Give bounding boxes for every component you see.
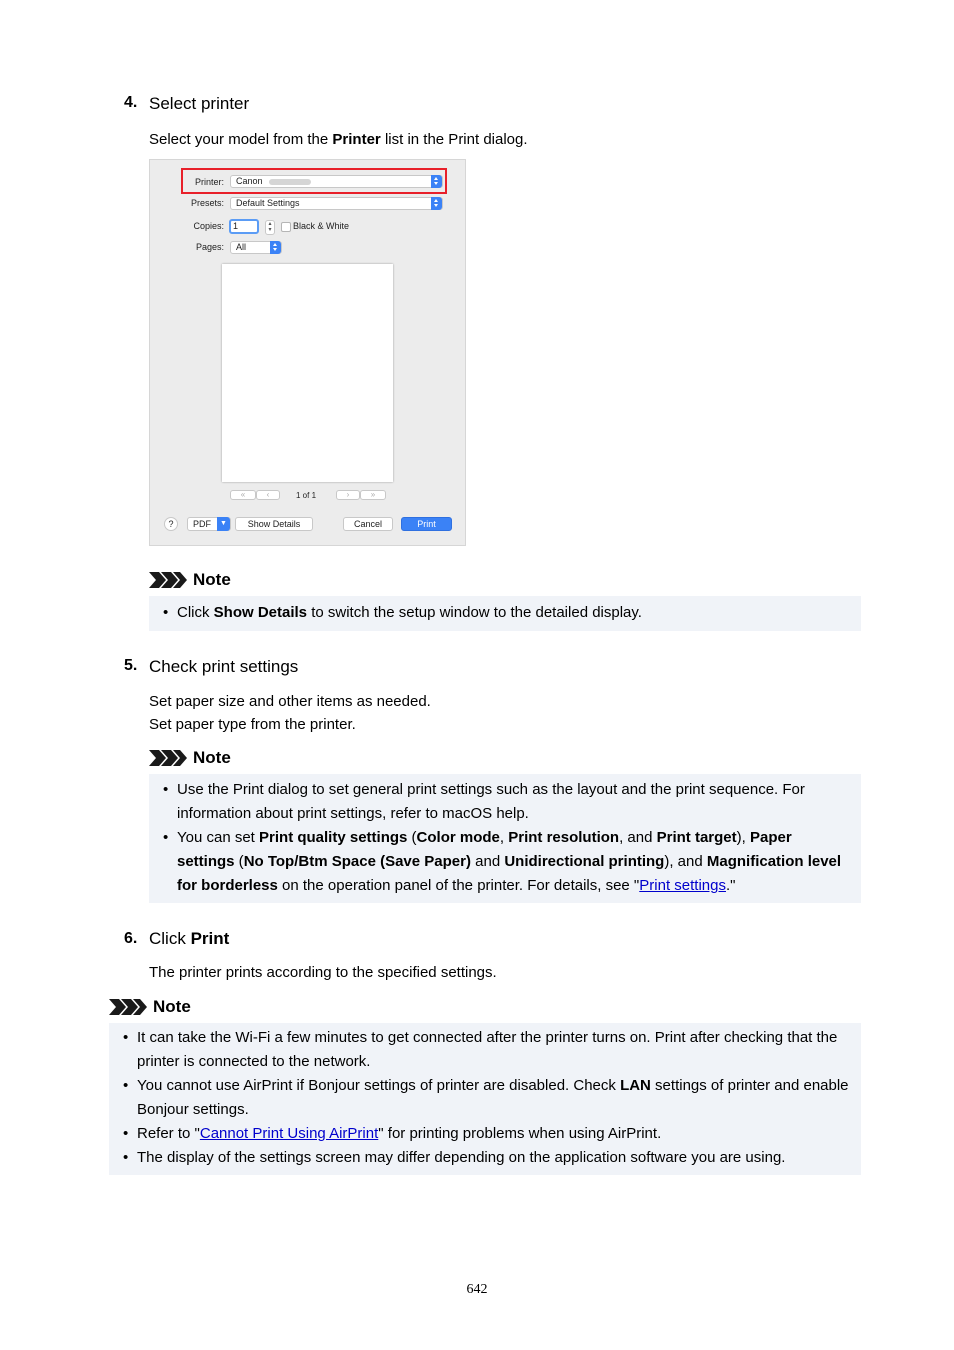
note-1-heading: Note [149,570,231,590]
note-1-box [149,596,861,631]
step-5-title: Check print settings [149,657,299,676]
step-5-number: 5. [124,657,138,674]
note-3-item-2: • You cannot use AirPrint if Bonjour settings of printer are disabled. Check LAN settings of printer and enable Bonjour settings. [109,1074,853,1122]
note-3-item-3: • Refer to "Cannot Print Using AirPrint" for printing problems when using AirPrint. [109,1122,853,1146]
next-page-button[interactable]: › [336,490,360,500]
help-button[interactable]: ? [164,517,178,531]
presets-label: Presets: [190,198,224,208]
printer-highlight-box [181,168,447,194]
print-settings-link[interactable]: Print settings [639,877,726,894]
step-6-title: Click Print [149,929,230,948]
step-5-line-2: Set paper type from the printer. [149,716,356,733]
chevron-updown-icon [431,197,442,210]
show-details-button[interactable]: Show Details [235,517,313,531]
pages-select[interactable]: All [230,241,282,254]
note-2-item-1: • Use the Print dialog to set general print settings such as the layout and the print sequence. For information about print settings, refer to macOS help. [149,778,849,826]
note-3-item-4: • The display of the settings screen may differ depending on the application software you are using. [109,1146,853,1170]
note-chevrons-icon [109,999,147,1015]
step-5-line-1: Set paper size and other items as needed. [149,693,431,710]
step-4-description: Select your model from the Printer list in the Print dialog. [149,131,528,148]
step-4-title: Select printer [149,94,250,113]
step-6-description: The printer prints according to the specified settings. [149,964,497,981]
note-2-box [149,774,861,903]
page-preview [222,264,393,482]
page-indicator: 1 of 1 [296,491,317,500]
note-2-item-2: • You can set Print quality settings (Color mode, Print resolution, and Print target), Paper settings (No Top/Btm Space (Save Paper) and Unidirectional printing), and Magnification level for borderless on the operation panel of the printer. For details, see "Print settings." [149,826,849,898]
note-3-heading: Note [109,997,191,1017]
first-page-button[interactable]: « [230,490,256,500]
black-white-label: Black & White [293,221,350,231]
note-2-heading: Note [149,748,231,768]
pdf-menu-button[interactable]: PDF ▼ [187,517,231,531]
note-chevrons-icon [149,572,187,588]
page-number: 642 [466,1282,488,1297]
step-4-number: 4. [124,94,138,111]
copies-stepper[interactable]: ▴ ▾ [265,220,275,235]
last-page-button[interactable]: » [360,490,386,500]
copies-field[interactable]: 1 [229,219,259,234]
prev-page-button[interactable]: ‹ [256,490,280,500]
print-button[interactable]: Print [401,517,452,531]
print-dialog [149,159,466,546]
note-1-item: • Click Show Details to switch the setup window to the detailed display. [149,601,861,625]
note-chevrons-icon [149,750,187,766]
printer-label: Printer: [194,177,224,187]
printer-select[interactable]: Canon [230,175,443,188]
step-6-number: 6. [124,930,138,947]
pages-label: Pages: [195,242,224,252]
cancel-button[interactable]: Cancel [343,517,393,531]
black-white-checkbox[interactable] [281,222,291,232]
copies-label: Copies: [193,221,224,231]
chevron-updown-icon [270,241,281,254]
cannot-print-airprint-link[interactable]: Cannot Print Using AirPrint [199,1125,379,1142]
chevron-down-icon: ▼ [217,517,230,531]
note-3-item-1: • It can take the Wi-Fi a few minutes to get connected after the printer turns on. Print after checking that the printer is connected to the network. [109,1026,853,1074]
presets-select[interactable]: Default Settings [230,197,443,210]
note-3-box [109,1023,861,1175]
